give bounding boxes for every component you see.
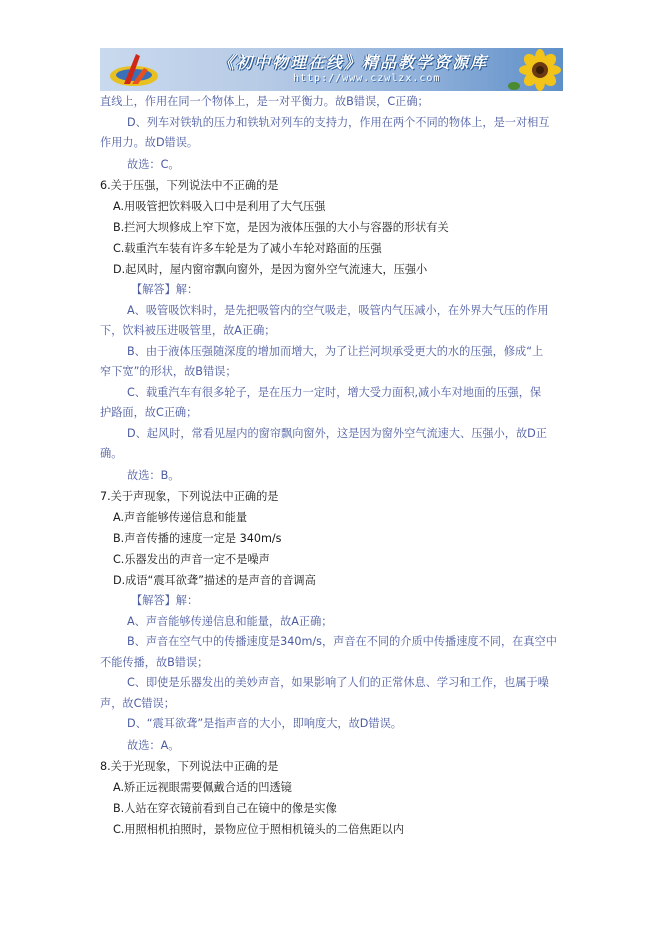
text-line: D、起风时，常看见屋内的窗帘飘向窗外，这是因为窗外空气流速大、压强小，故D正 xyxy=(127,426,547,440)
text-line: 8.关于光现象，下列说法中正确的是 xyxy=(100,759,279,773)
text-line: 7.关于声现象，下列说法中正确的是 xyxy=(100,489,279,503)
banner-title: 《初中物理在线》精品教学资源库 xyxy=(218,53,489,72)
logo-icon xyxy=(106,50,166,90)
text-line: D.起风时，屋内窗帘飘向窗外，是因为窗外空气流速大，压强小 xyxy=(113,263,428,276)
text-line: 故选：C。 xyxy=(127,157,180,171)
text-line: 下，饮料被压进吸管里，故A正确； xyxy=(100,324,276,337)
text-line: C、载重汽车有很多轮子，是在压力一定时，增大受力面积,减小车对地面的压强，保 xyxy=(127,385,542,399)
text-line: 【解答】解： xyxy=(131,283,199,296)
text-line: 【解答】解： xyxy=(131,594,199,607)
text-line: C.用照相机拍照时，景物应位于照相机镜头的二倍焦距以内 xyxy=(113,823,405,836)
text-line: D、列车对铁轨的压力和铁轨对列车的支持力，作用在两个不同的物体上，是一对相互 xyxy=(127,115,550,129)
header-banner xyxy=(100,48,563,91)
sunflower-icon xyxy=(508,48,563,91)
text-line: 作用力。故D错误。 xyxy=(100,136,199,149)
text-line: A.用吸管把饮料吸入口中是利用了大气压强 xyxy=(113,200,326,213)
text-line: A、声音能够传递信息和能量，故A正确； xyxy=(127,614,333,628)
text-line: 6.关于压强，下列说法中不正确的是 xyxy=(100,178,279,192)
text-line: B.人站在穿衣镜前看到自己在镜中的像是实像 xyxy=(113,802,337,815)
text-line: D.成语“震耳欲聋”描述的是声音的音调高 xyxy=(113,574,316,587)
text-line: 确。 xyxy=(100,447,123,460)
text-line: B、由于液体压强随深度的增加而增大，为了让拦河坝承受更大的水的压强，修成“上 xyxy=(127,344,544,358)
text-line: C.乐器发出的声音一定不是噪声 xyxy=(113,553,270,566)
text-line: B.拦河大坝修成上窄下宽，是因为液体压强的大小与容器的形状有关 xyxy=(113,221,449,234)
document-body xyxy=(100,92,565,840)
text-line: 护路面，故C正确； xyxy=(100,406,198,419)
text-line: D、“震耳欲聋”是指声音的大小，即响度大，故D错误。 xyxy=(127,717,402,730)
text-line: 窄下宽”的形状，故B错误； xyxy=(100,365,237,378)
text-line: C、即使是乐器发出的美妙声音，如果影响了人们的正常休息、学习和工作，也属于噪 xyxy=(127,676,549,689)
text-line: 声，故C错误； xyxy=(100,696,175,710)
text-line: A、吸管吸饮料时，是先把吸管内的空气吸走，吸管内气压减小，在外界大气压的作用 xyxy=(127,303,549,317)
text-line: 故选：A。 xyxy=(127,738,180,752)
text-line: C.载重汽车装有许多车轮是为了减小车轮对路面的压强 xyxy=(113,242,382,255)
text-line: B.声音传播的速度一定是 340m/s xyxy=(113,532,282,545)
text-line: A.矫正远视眼需要佩戴合适的凹透镜 xyxy=(113,781,292,794)
text-line: B、声音在空气中的传播速度是340m/s，声音在不同的介质中传播速度不同，在真空中 xyxy=(127,635,557,648)
text-line: 不能传播，故B错误； xyxy=(100,655,209,669)
text-line: A.声音能够传递信息和能量 xyxy=(113,511,248,524)
text-line: 故选：B。 xyxy=(127,468,180,482)
text-line: 直线上，作用在同一个物体上，是一对平衡力。故B错误，C正确； xyxy=(100,95,429,108)
banner-url: http://www.czwlzx.com xyxy=(293,73,441,84)
